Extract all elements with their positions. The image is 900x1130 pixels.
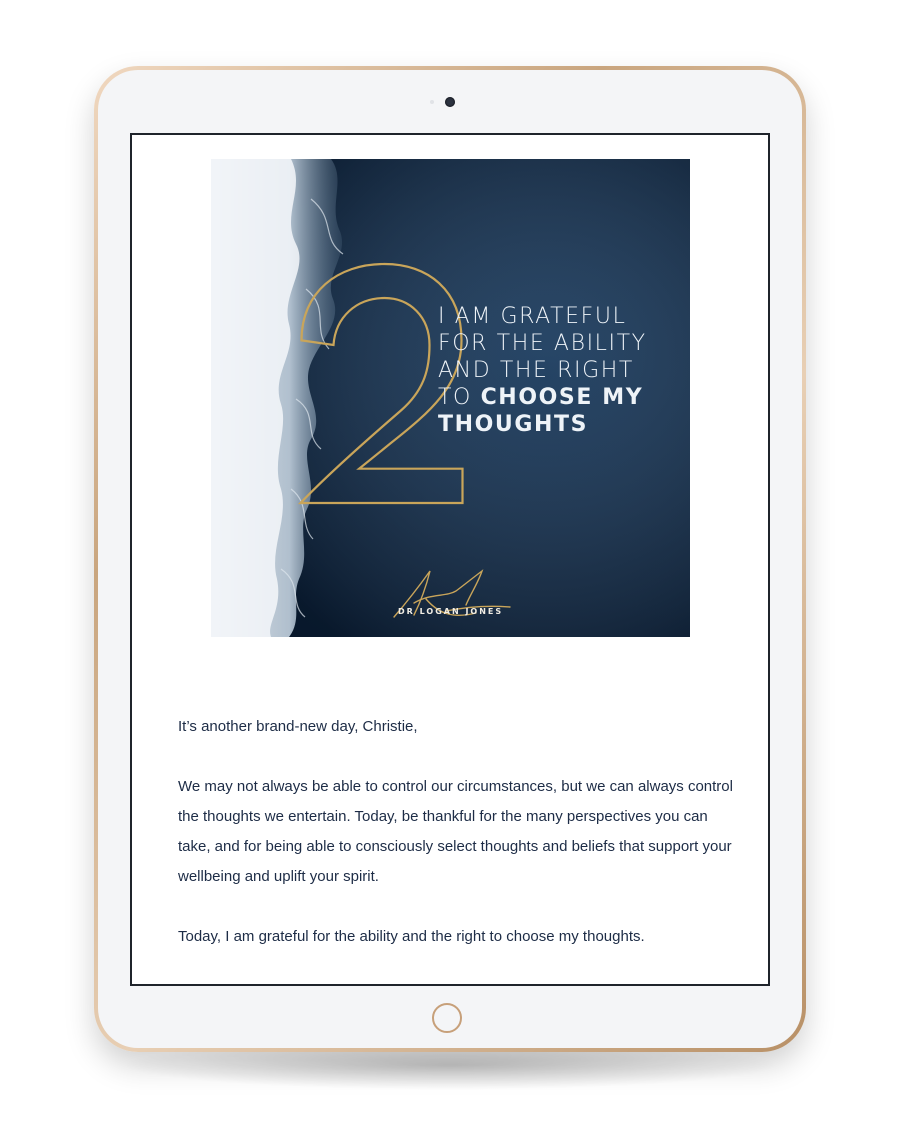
closing-text: Today, I am grateful for the ability and the right to choose my thoughts.	[178, 928, 645, 945]
hero-image	[211, 159, 690, 637]
hero-quote	[438, 303, 647, 438]
main-paragraph: We may not always be able to control our circumstances, but we can always control the thoughts we entertain. Today, be thankful for the many perspectives you can take, and for being able to consciously select thoughts and beliefs that support your wellbeing and uplift your spirit.	[178, 778, 733, 885]
email-body	[178, 712, 738, 982]
greeting-text: It’s another brand-new day, Christie,	[178, 718, 418, 735]
quote-line-4: TO CHOOSE MY	[438, 385, 644, 410]
quote-line-5: THOUGHTS	[438, 412, 589, 437]
camera-icon	[445, 97, 455, 107]
quote-line-2: FOR THE ABILITY	[438, 331, 647, 356]
light-sensor	[430, 100, 434, 104]
quote-line-3: AND THE RIGHT	[438, 358, 634, 383]
home-button[interactable]	[432, 1003, 462, 1033]
signature-name: DR LOGAN JONES	[398, 607, 504, 616]
quote-line-1: I AM GRATEFUL	[438, 304, 627, 329]
tablet-screen	[130, 133, 770, 986]
